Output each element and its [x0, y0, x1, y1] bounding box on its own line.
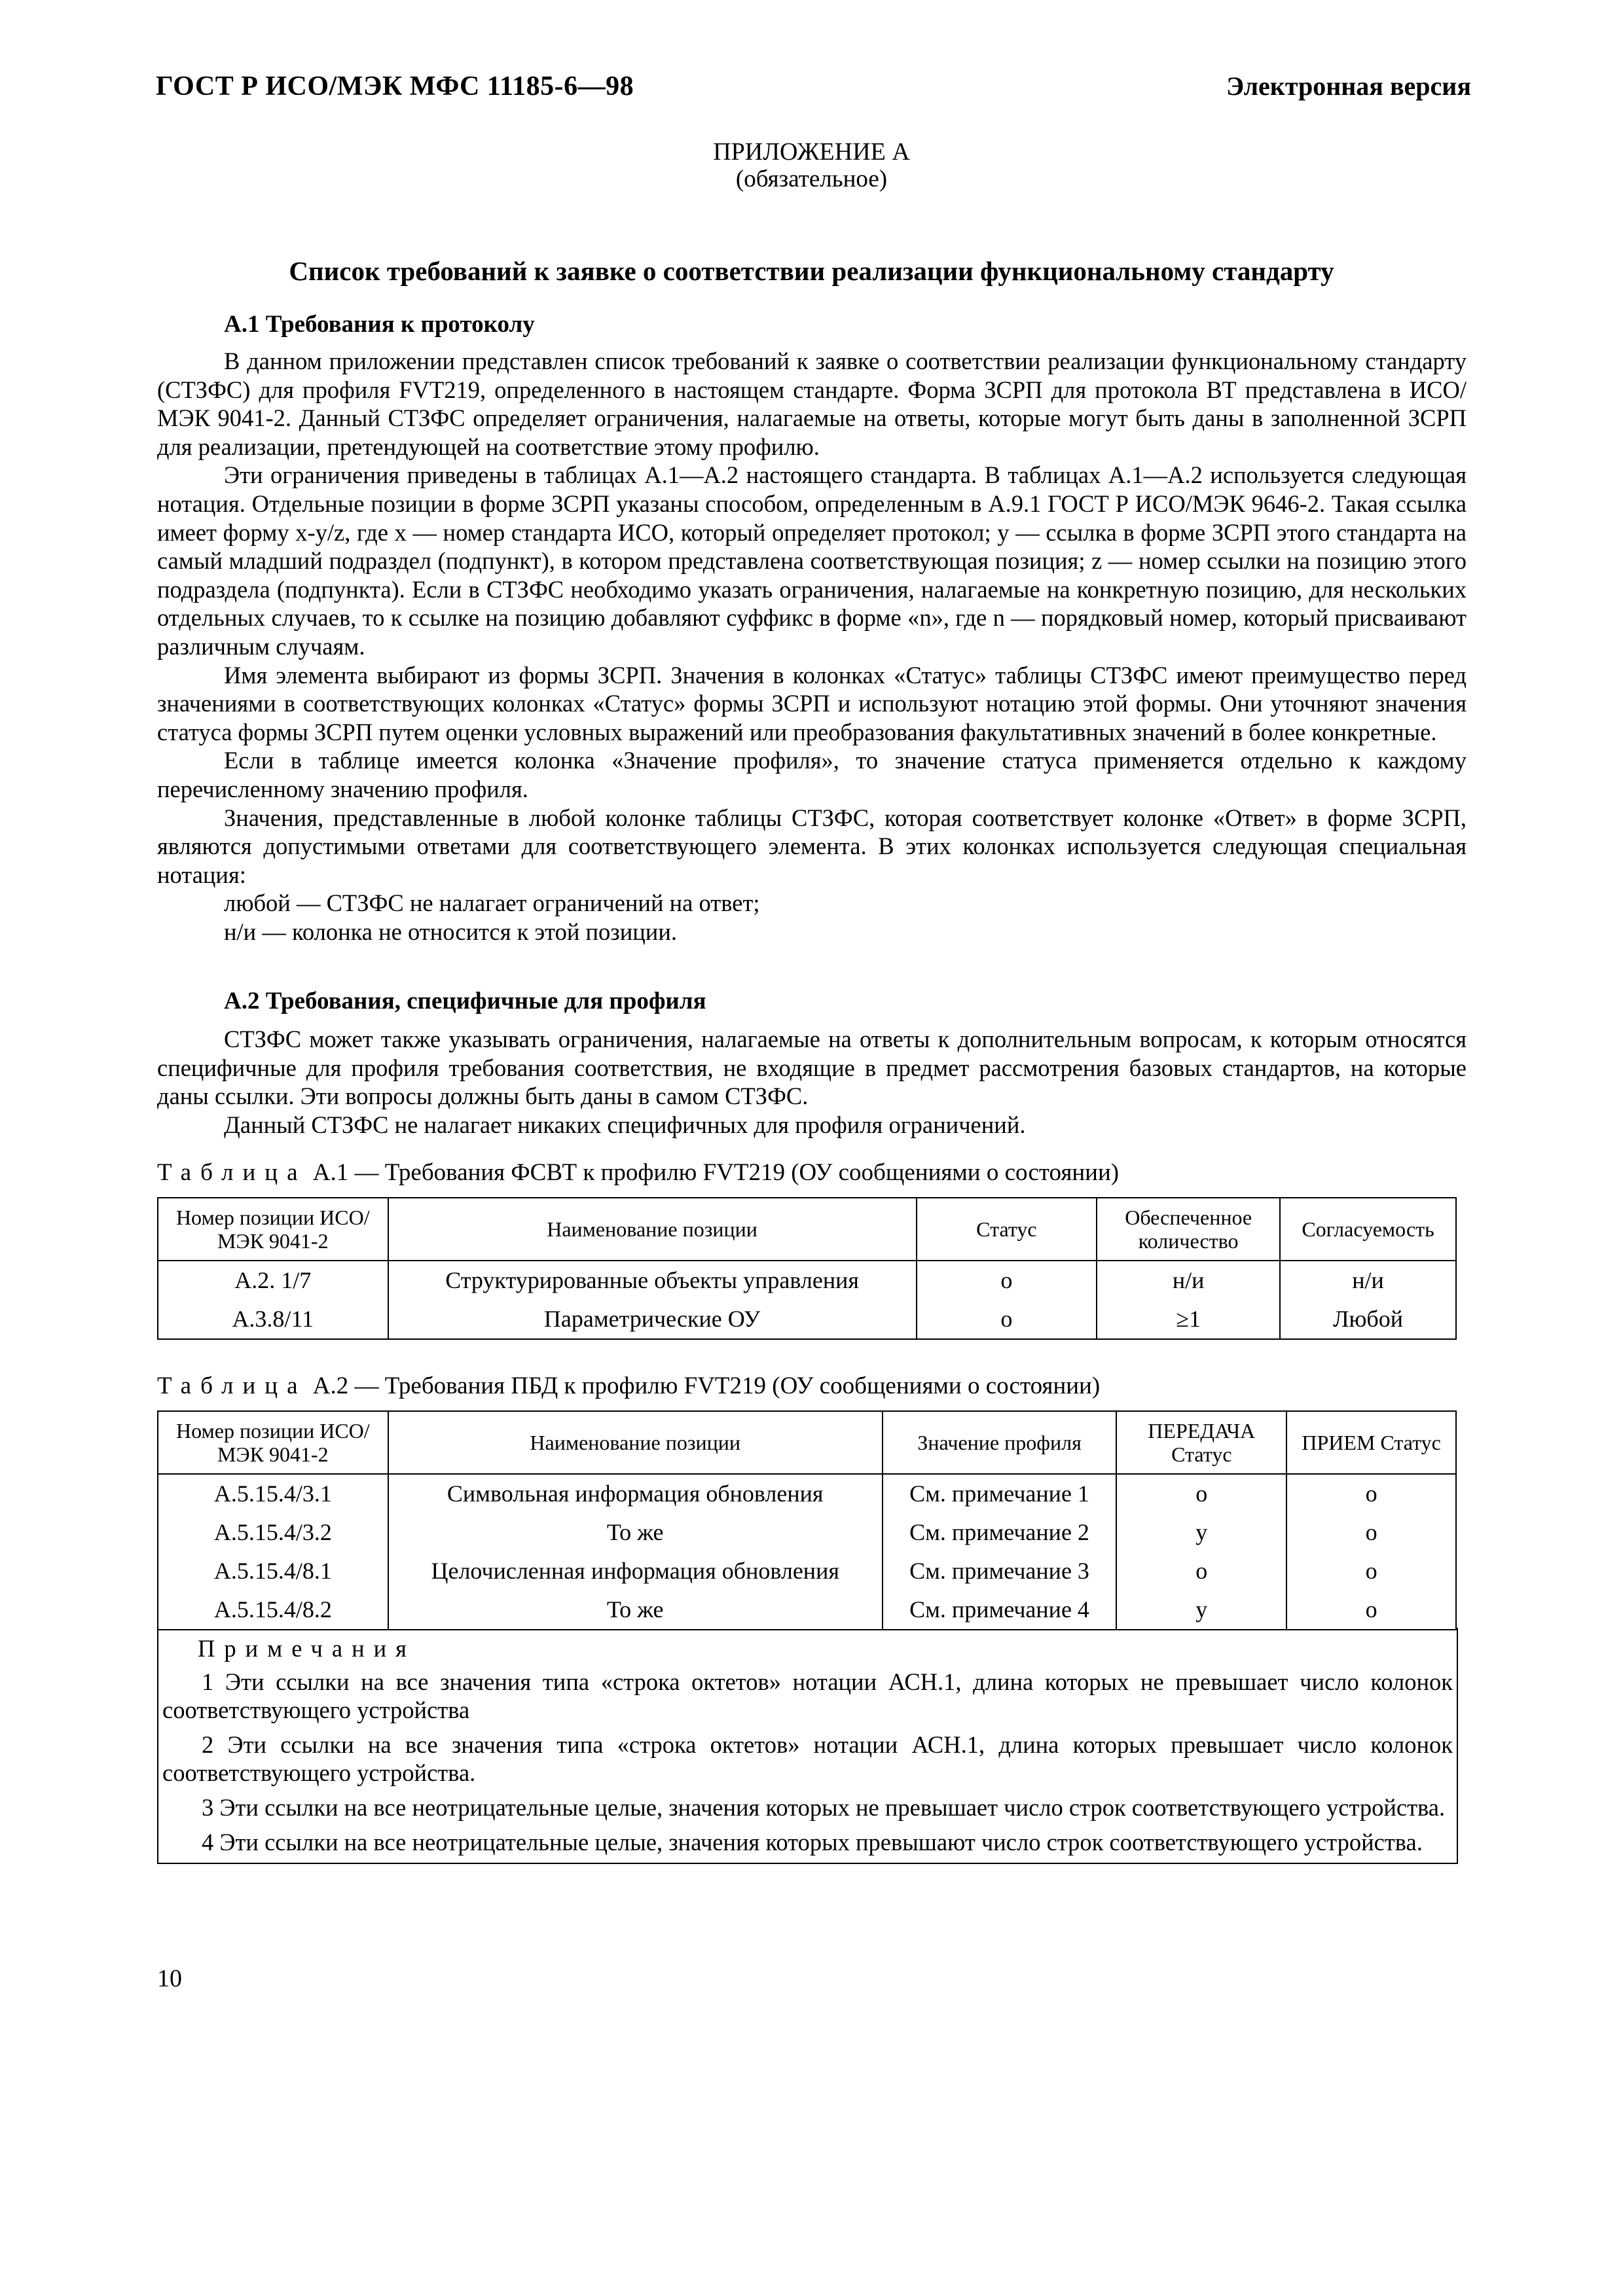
table-row — [158, 1552, 1456, 1590]
table-cell: То же — [388, 1590, 883, 1630]
table-header-row — [158, 1198, 1456, 1261]
paragraph: Если в таблице имеется колонка «Значение профиля», то значение статуса применяется отдельно к каждому перечисленному значению профиля. — [157, 747, 1467, 802]
table2-caption-word: Таблица — [157, 1372, 307, 1399]
table2-caption — [157, 1372, 1100, 1400]
table-cell: у — [1116, 1513, 1286, 1552]
note-item: 2 Эти ссылки на все значения типа «строка октетов» нотации АСН.1, длина которых превышает число колонок соответствующего устройства. — [162, 1731, 1453, 1786]
note-item: 1 Эти ссылки на все значения типа «строка октетов» нотации АСН.1, длина которых не превышает число колонок соответствующего устройства — [162, 1668, 1453, 1723]
section-a1-body — [157, 347, 1467, 946]
column-header: Согласуемость — [1280, 1198, 1456, 1261]
table-cell: А.5.15.4/3.1 — [158, 1474, 388, 1513]
table-cell: о — [1116, 1474, 1286, 1513]
note-item: 4 Эти ссылки на все неотрицательные целые, значения которых превышают число строк соответствующего устройства. — [202, 1829, 1423, 1856]
page-title: Список требований к заявке о соответствии реализации функциональному стандарту — [289, 256, 1334, 286]
column-header: Наименование позиции — [388, 1411, 883, 1474]
table1 — [157, 1197, 1457, 1340]
version-label: Электронная версия — [1226, 71, 1471, 101]
table2 — [157, 1410, 1457, 1630]
table1-caption-word: Таблица — [157, 1159, 307, 1186]
table-cell: Любой — [1280, 1300, 1456, 1339]
table-row — [158, 1261, 1456, 1300]
column-header: Номер позиции ИСО/МЭК 9041-2 — [158, 1411, 388, 1474]
table-cell: А.5.15.4/8.1 — [158, 1552, 388, 1590]
table-cell: н/и — [1097, 1261, 1280, 1300]
table-cell: А.3.8/11 — [158, 1300, 388, 1339]
table2-notes — [157, 1628, 1458, 1864]
list-item: любой — СТЗФС не налагает ограничений на ответ; — [224, 889, 760, 917]
table-cell: Структурированные объекты управления — [388, 1261, 917, 1300]
table-row — [158, 1300, 1456, 1339]
section-a2-body — [157, 1025, 1467, 1139]
paragraph: В данном приложении представлен список требований к заявке о соответствии реализации функциональному стандарту (СТЗФС) для профиля FVT219, определенного в настоящем стандарте. Форма ЗСРП для протокола ВТ представлена в ИСО/МЭК 9041-2. Данный СТЗФС определяет ограничения, налагаемые на ответы, которые могут быть даны в заполненной ЗСРП для реализации, претендующей на соответствие этому профилю. — [157, 348, 1467, 460]
table-cell: у — [1116, 1590, 1286, 1630]
column-header: Значение профиля — [883, 1411, 1117, 1474]
table-header-row — [158, 1411, 1456, 1474]
table2-caption-text: А.2 — Требования ПБД к профилю FVT219 (ОУ сообщениями о состоянии) — [306, 1372, 1101, 1399]
table-row — [158, 1474, 1456, 1513]
table-cell: А.5.15.4/3.2 — [158, 1513, 388, 1552]
column-header: Номер позиции ИСО/МЭК 9041-2 — [158, 1198, 388, 1261]
document-code: ГОСТ Р ИСО/МЭК МФС 11185-6—98 — [156, 71, 634, 101]
appendix-title: ПРИЛОЖЕНИЕ А — [713, 138, 910, 166]
appendix-subtitle: (обязательное) — [735, 166, 888, 192]
paragraph: СТЗФС может также указывать ограничения, налагаемые на ответы к дополнительным вопросам, к которым относятся специфичные для профиля требования соответствия, не входящие в предмет рассмотрения базовых стандартов, на которые даны ссылки. Эти вопросы должны быть даны в самом СТЗФС. — [157, 1026, 1467, 1110]
paragraph: Значения, представленные в любой колонке таблицы СТЗФС, которая соответствует колонке «Ответ» в форме ЗСРП, являются допустимыми ответами для соответствующего элемента. В этих колонках используется следующая специальная нотация: — [157, 804, 1467, 888]
paragraph: Эти ограничения приведены в таблицах А.1—А.2 настоящего стандарта. В таблицах А.1—А.2 используется следующая нотация. Отдельные позиции в форме ЗСРП указаны способом, определенным в А.9.1 ГОСТ Р ИСО/МЭК 9646-2. Такая ссылка имеет форму x-y/z, где x — номер стандарта ИСО, который определяет протокол; y — ссылка в форме ЗСРП этого стандарта на самый младший подраздел (подпункт), в котором представлена соответствующая позиция; z — номер ссылки на позицию этого подраздела (подпункта). Если в СТЗФС необходимо указать ограничения, налагаемые на конкретную позицию, для нескольких отдельных случаев, то к ссылке на позицию добавляют суффикс в форме «n», где n — порядковый номер, который присваивают различным случаям. — [157, 461, 1467, 660]
note-item: 3 Эти ссылки на все неотрицательные целые, значения которых не превышает число строк соответствующего устройства. — [202, 1794, 1446, 1821]
table-row — [158, 1590, 1456, 1630]
table-cell: о — [1286, 1590, 1456, 1630]
list-item: н/и — колонка не относится к этой позиции. — [224, 918, 677, 945]
table1-caption-text: А.1 — Требования ФСВТ к профилю FVT219 (ОУ сообщениями о состоянии) — [306, 1159, 1120, 1186]
column-header: Статус — [917, 1198, 1097, 1261]
column-header: ПРИЕМ Статус — [1286, 1411, 1456, 1474]
column-header: ПЕРЕДАЧА Статус — [1116, 1411, 1286, 1474]
table-cell: о — [1116, 1552, 1286, 1590]
table-cell: Целочисленная информация обновления — [388, 1552, 883, 1590]
section-a1-heading: А.1 Требования к протоколу — [224, 311, 535, 338]
table-cell: См. примечание 1 — [883, 1474, 1117, 1513]
table-cell: о — [1286, 1552, 1456, 1590]
table-cell: о — [917, 1261, 1097, 1300]
notes-heading: Примечания — [198, 1635, 416, 1662]
table-cell: См. примечание 2 — [883, 1513, 1117, 1552]
table-cell: ≥1 — [1097, 1300, 1280, 1339]
table-cell: См. примечание 4 — [883, 1590, 1117, 1630]
table-cell: Символьная информация обновления — [388, 1474, 883, 1513]
paragraph: Имя элемента выбирают из формы ЗСРП. Значения в колонках «Статус» таблицы СТЗФС имеют преимущество перед значениями в соответствующих колонках «Статус» формы ЗСРП и используют нотацию этой формы. Они уточняют значения статуса формы ЗСРП путем оценки условных выражений или преобразования факультативных значений в более конкретные. — [157, 661, 1467, 745]
paragraph: Данный СТЗФС не налагает никаких специфичных для профиля ограничений. — [224, 1111, 1026, 1138]
table-cell: н/и — [1280, 1261, 1456, 1300]
table-row — [158, 1513, 1456, 1552]
column-header: Наименование позиции — [388, 1198, 917, 1261]
page-number: 10 — [157, 1965, 182, 1992]
table-cell: о — [1286, 1474, 1456, 1513]
table-cell: То же — [388, 1513, 883, 1552]
section-a2-heading: А.2 Требования, специфичные для профиля — [224, 988, 706, 1014]
table-cell: о — [917, 1300, 1097, 1339]
column-header: Обеспеченное количество — [1097, 1198, 1280, 1261]
table-cell: А.5.15.4/8.2 — [158, 1590, 388, 1630]
table1-caption — [157, 1158, 1119, 1187]
table-cell: См. примечание 3 — [883, 1552, 1117, 1590]
table-cell: Параметрические ОУ — [388, 1300, 917, 1339]
table-cell: А.2. 1/7 — [158, 1261, 388, 1300]
table-cell: о — [1286, 1513, 1456, 1552]
